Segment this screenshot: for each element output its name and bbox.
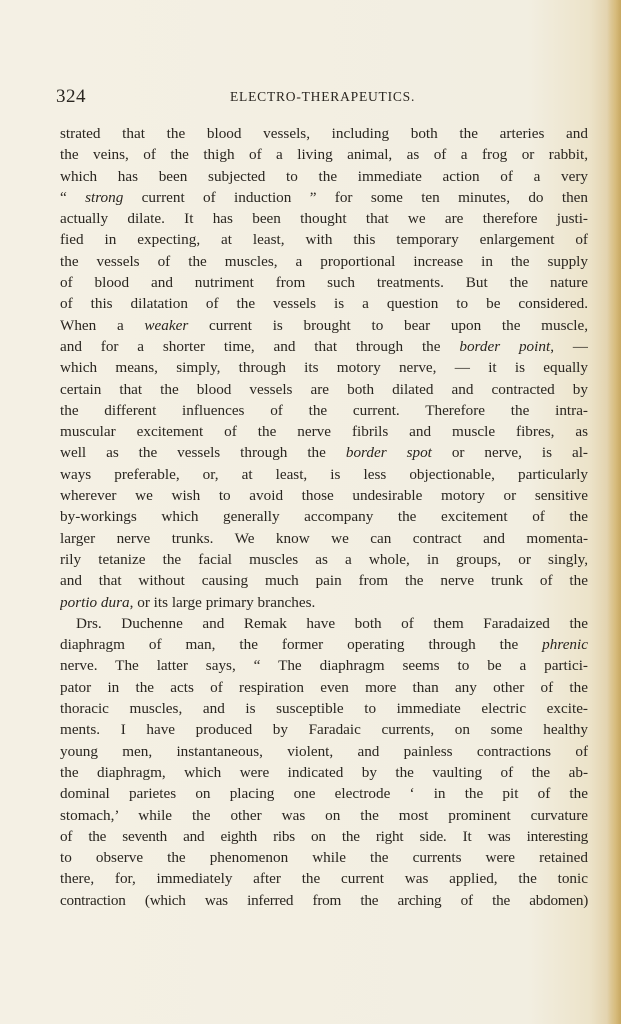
page-edge-shadow [607,0,621,1024]
text-run: Drs. Duchenne and Remak have both of them Faradaized the [76,614,588,632]
text-run: stomach,’ while the other was on the most prominent curvature [60,806,588,824]
text-run: there, for, immediately after the current was applied, the tonic [60,870,588,888]
text-line [60,315,588,336]
text-line [60,421,588,442]
text-run: “ [60,188,86,206]
text-line [60,741,588,762]
text-run: by-workings which generally accompany the excitement of the [60,508,588,526]
text-line [60,719,588,740]
text-line [60,293,588,314]
text-run: wherever we wish to avoid those undesirable motory or sensitive [60,487,588,505]
text-run: dominal parietes on placing one electrode ‘ in the pit of the [60,785,588,803]
page-header [56,86,576,110]
italic-text: portio dura [60,593,130,611]
text-line [60,592,588,613]
text-line [60,826,588,847]
text-run: larger nerve trunks. We know we can contract and momenta- [60,529,588,547]
text-run: the different influences of the current. Therefore the intra- [60,401,588,419]
text-line [60,506,588,527]
text-line [60,485,588,506]
text-run: ways preferable, or, at least, is less objectionable, particularly [60,465,588,483]
text-line [60,549,588,570]
text-line [60,634,588,655]
italic-text: weaker [144,316,189,334]
text-run: muscular excitement of the nerve fibrils and muscle fibres, as [60,423,588,441]
italic-text: strong [85,188,124,206]
text-line [60,379,588,400]
text-line [60,805,588,826]
body-text [60,123,588,911]
text-run: and for a shorter time, and that through the [60,337,460,355]
text-run: , — [550,337,588,355]
text-run: , or its large primary branches. [129,593,316,611]
text-line [60,655,588,676]
text-line [60,229,588,250]
italic-text: border point [459,337,551,355]
text-line [60,272,588,293]
text-line [60,123,588,144]
text-line [60,144,588,165]
text-line [60,400,588,421]
text-run: of this dilatation of the vessels is a question to be considered. [60,295,588,313]
text-line [60,698,588,719]
text-run: which means, simply, through its motory nerve, — it is equally [60,359,588,377]
italic-text: border spot [345,444,432,462]
text-line [60,868,588,889]
text-line [60,336,588,357]
text-run: which has been subjected to the immediate action of a very [60,167,588,185]
text-line [60,677,588,698]
text-run: thoracic muscles, and is susceptible to immediate electric excite- [60,700,588,718]
text-run: the vessels of the muscles, a proportional increase in the supply [60,252,588,270]
text-run: to observe the phenomenon while the currents were retained [60,849,588,867]
text-run: the diaphragm, which were indicated by the vaulting of the ab- [60,763,588,781]
text-run: current of induction ” for some ten minutes, do then [123,188,588,206]
text-line [60,570,588,591]
text-run: current is brought to bear upon the muscle, [188,316,588,334]
text-line [60,847,588,868]
text-run: strated that the blood vessels, including both the arteries and [60,125,588,142]
text-line [60,464,588,485]
text-run: pator in the acts of respiration even more than any other of the [60,678,588,696]
text-line [60,251,588,272]
text-line [60,783,588,804]
text-run: of blood and nutriment from such treatments. But the nature [60,274,588,292]
text-run: contraction (which was inferred from the arching of the abdomen) [60,891,588,909]
text-run: and that without causing much pain from the nerve trunk of the [60,572,588,590]
text-line [60,187,588,208]
text-run: nerve. The latter says, “ The diaphragm seems to be a partici- [60,657,588,675]
text-run: ments. I have produced by Faradaic currents, on some healthy [60,721,588,739]
text-line [60,528,588,549]
page-number: 324 [56,86,86,107]
text-run: actually dilate. It has been thought that we are therefore justi- [60,210,588,228]
italic-text: phrenic [542,636,588,654]
text-run: diaphragm of man, the former operating through the [60,636,543,654]
text-run: certain that the blood vessels are both dilated and contracted by [60,380,588,398]
text-line [60,762,588,783]
text-run: the veins, of the thigh of a living animal, as of a frog or rabbit, [60,146,588,164]
text-line [60,357,588,378]
running-title: ELECTRO-THERAPEUTICS. [230,89,416,104]
text-run: rily tetanize the facial muscles as a whole, in groups, or singly, [60,550,588,568]
text-run: of the seventh and eighth ribs on the right side. It was interesting [60,827,588,845]
text-run: When a [60,316,145,334]
text-line [60,166,588,187]
text-line [60,890,588,911]
text-line [60,613,588,634]
text-run: young men, instantaneous, violent, and painless contractions of [60,742,588,760]
text-run: or nerve, is al- [431,444,588,462]
text-line [60,442,588,463]
text-run: fied in expecting, at least, with this temporary enlargement of [60,231,588,249]
text-line [60,208,588,229]
text-run: well as the vessels through the [60,444,346,462]
